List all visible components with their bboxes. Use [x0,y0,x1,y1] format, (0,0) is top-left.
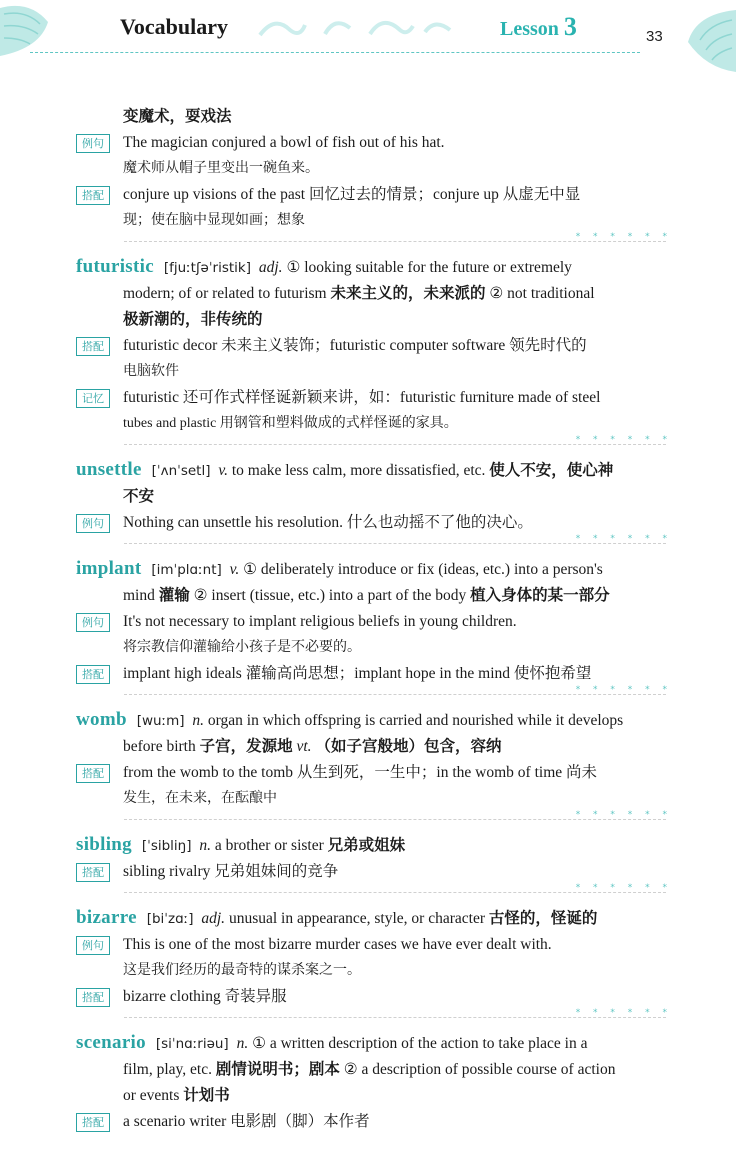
lesson-number: 3 [563,12,577,41]
example-tag: 例句 [76,936,110,955]
collocation-line: sibling rivalry 兄弟姐妹间的竞争 [123,863,339,880]
entry-sibling [76,832,672,885]
collocation-tag: 搭配 [76,337,110,356]
definition-en: mind [123,587,155,604]
example-en: The magician conjured a bowl of fish out of his hat. [123,134,445,151]
example-zh: 将宗教信仰灌输给小孩子是不必要的。 [123,640,361,655]
collocation-block [76,760,672,812]
definition-zh: 不安 [123,488,155,505]
definition-zh: 子宫，发源地 [199,738,293,755]
collocation-line: a scenario writer 电影剧（脚）本作者 [123,1113,370,1130]
meaning-zh: 变魔术，耍戏法 [123,108,232,125]
example-tag: 例句 [76,514,110,533]
entry-womb [76,707,672,812]
entry-scenario [76,1030,672,1135]
part-of-speech: n. [236,1035,249,1052]
definition-zh: 古怪的，怪诞的 [488,910,598,927]
definition-en: unusual in appearance, style, or character [228,910,485,927]
entry-headline [76,905,672,932]
memo-line: tubes and plastic 用钢管和塑料做成的式样怪诞的家具。 [123,416,458,431]
entry-headline [76,832,672,859]
definition-zh: 灌输 [158,587,190,604]
example-tag: 例句 [76,613,110,632]
entry-bizarre [76,905,672,1010]
collocation-line: from the womb to the tomb 从生到死，一生中；in the womb of time 尚未 [123,764,597,781]
shell-decoration-icon [0,0,60,60]
definition-en: to make less calm, more dissatisfied, etc. [231,462,486,479]
phonetic: [wuːm] [136,713,185,729]
collocation-line: 发生，在未来，在酝酿中 [123,791,277,806]
definition: ① looking suitable for the future or extremely [286,259,572,276]
collocation-line: implant high ideals 灌输高尚思想；implant hope in the mind 使怀抱希望 [123,665,592,682]
collocation-tag: 搭配 [76,764,110,783]
entry-headline [76,556,672,583]
collocation-block [76,859,672,885]
entry-implant [76,556,672,687]
entry-headline [76,1030,672,1057]
collocation-tag: 搭配 [76,665,110,684]
entry-separator: * * * * * * [76,812,672,826]
lesson-label [500,12,577,42]
definition-line [76,583,672,609]
collocation-tag: 搭配 [76,1113,110,1132]
collocation-line: bizarre clothing 奇装异服 [123,988,287,1005]
entry-headline [76,707,672,734]
example-en: This is one of the most bizarre murder cases we have ever dealt with. [123,936,552,953]
example-tag: 例句 [76,134,110,153]
definition-line [76,281,672,307]
headword: sibling [76,834,132,855]
phonetic: [imˈplɑːnt] [151,562,222,578]
definition-en: before birth [123,738,196,755]
definition-en: ② not traditional [489,285,595,302]
collocation-line: conjure up visions of the past 回忆过去的情景；conjure up 从虚无中显 [123,186,581,203]
header-divider [30,52,640,53]
collocation-line: 现；使在脑中显现如画；想象 [123,213,305,228]
memo-block [76,385,672,437]
definition-zh: 未来主义的，未来派的 [330,285,486,302]
collocation-block [76,984,672,1010]
page-header [0,0,736,70]
definition-zh: 剧情说明书；剧本 [215,1061,340,1078]
shell-decoration-icon [666,6,736,76]
part-of-speech: adj. [258,259,283,276]
definition-zh: 计划书 [183,1087,230,1104]
part-of-speech: vt. [296,738,312,755]
example-block [76,130,672,182]
definition: ① deliberately introduce or fix (ideas, etc.) into a person's [243,561,603,578]
collocation-tag: 搭配 [76,988,110,1007]
definition-en: or events [123,1087,180,1104]
headword: womb [76,709,127,730]
definition: organ in which offspring is carried and nourished while it develops [207,712,624,729]
collocation-block [76,182,672,234]
definition-en: ② a description of possible course of action [343,1061,616,1078]
example-line: Nothing can unsettle his resolution. 什么也动摇不了他的决心。 [123,514,533,531]
definition-zh: 兄弟或姐妹 [327,837,406,854]
collocation-block [76,661,672,687]
entry-separator: * * * * * * [76,885,672,899]
headword: bizarre [76,907,137,928]
entry-separator: * * * * * * [76,437,672,451]
entry-separator: * * * * * * [76,687,672,701]
phonetic: [biˈzɑː] [146,911,194,927]
collocation-line: futuristic decor 未来主义装饰；futuristic computer software 领先时代的 [123,337,587,354]
section-title: Vocabulary [120,14,228,39]
example-en: It's not necessary to implant religious beliefs in young children. [123,613,517,630]
definition-line [76,734,672,760]
entry-separator: * * * * * * [76,234,672,248]
page-number: 33 [646,28,663,45]
lesson-word: Lesson [500,18,559,40]
example-block [76,510,672,536]
entry-headline [76,254,672,281]
definition-zh: 极新潮的，非传统的 [123,311,263,328]
phonetic: [ˈʌnˈsetl] [151,463,211,479]
entry-futuristic [76,254,672,437]
example-zh: 这是我们经历的最奇特的谋杀案之一。 [123,963,361,978]
example-zh: 魔术师从帽子里变出一碗鱼来。 [123,161,319,176]
headword: futuristic [76,256,154,277]
part-of-speech: v. [229,561,240,578]
collocation-block [76,1109,672,1135]
definition-zh: 使人不安，使心神 [489,462,614,479]
phonetic: [siˈnɑːriəu] [155,1036,229,1052]
example-block [76,932,672,984]
wave-decoration-icon [255,10,455,40]
headword: scenario [76,1032,146,1053]
headword: unsettle [76,459,142,480]
definition: ① a written description of the action to take place in a [252,1035,588,1052]
definition-en: modern; of or related to futurism [123,285,327,302]
example-block [76,609,672,661]
collocation-block [76,333,672,385]
phonetic: [fjuːtʃəˈristik] [163,260,251,276]
part-of-speech: v. [218,462,228,479]
entry-conjure-continued [76,104,672,234]
definition-en: ② insert (tissue, etc.) into a part of the body [193,587,467,604]
entry-unsettle [76,457,672,536]
memo-tag: 记忆 [76,389,110,408]
part-of-speech: adj. [201,910,226,927]
definition-en: film, play, etc. [123,1061,212,1078]
collocation-tag: 搭配 [76,863,110,882]
definition-line [76,1057,672,1083]
definition-zh: （如子宫般地）包含，容纳 [315,738,502,755]
collocation-line: 电脑软件 [123,364,179,379]
entry-headline [76,457,672,484]
entry-separator: * * * * * * [76,1010,672,1024]
vocabulary-list [76,104,672,1135]
phonetic: [ˈsibliŋ] [141,838,192,854]
definition-line [76,1083,672,1109]
part-of-speech: n. [192,712,205,729]
definition-en: a brother or sister [214,837,324,854]
headword: implant [76,558,142,579]
entry-separator: * * * * * * [76,536,672,550]
definition-zh: 植入身体的某一部分 [470,587,610,604]
part-of-speech: n. [199,837,211,854]
collocation-tag: 搭配 [76,186,110,205]
memo-line: futuristic 还可作式样怪诞新颖来讲，如：futuristic furniture made of steel [123,389,601,406]
